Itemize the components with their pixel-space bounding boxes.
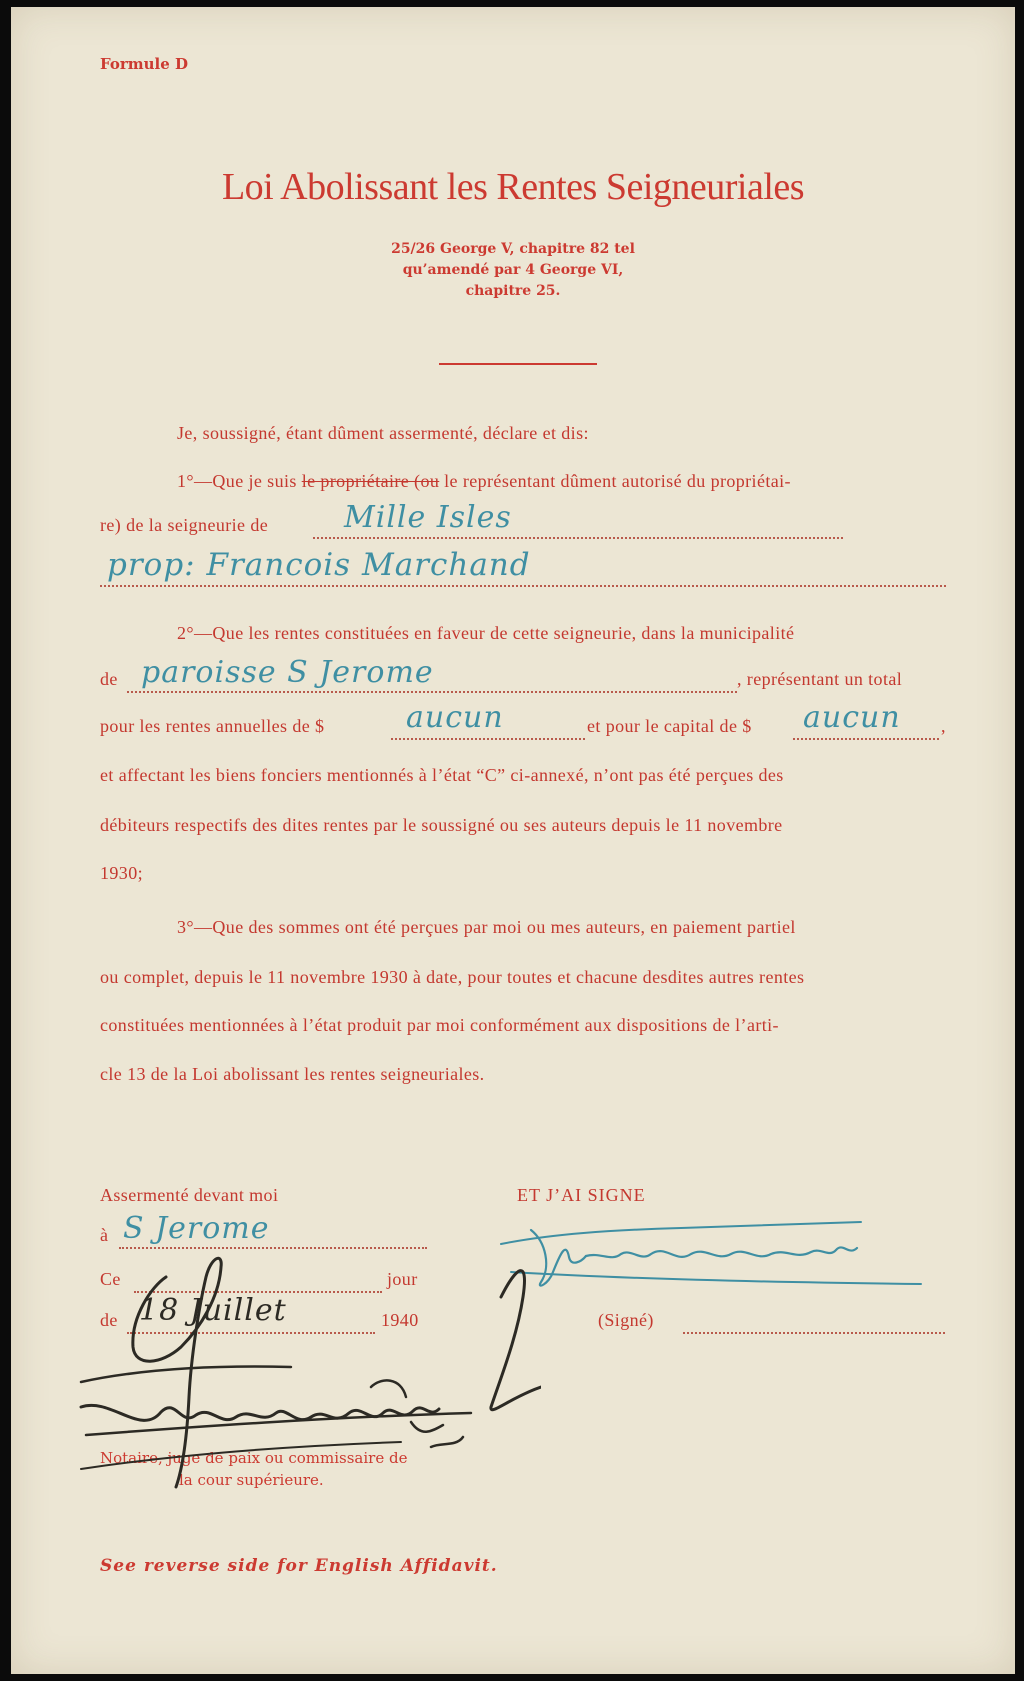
proprietor-signature — [491, 1212, 931, 1302]
english-affidavit-note: See reverse side for English Affidavit. — [100, 1556, 498, 1576]
statute-line: chapitre 25. — [465, 283, 561, 299]
annual-rent-field-line — [391, 738, 585, 740]
municipality-handwritten: paroisse S Jerome — [141, 655, 434, 690]
seigneurie-handwritten: Mille Isles — [344, 500, 512, 535]
month-handwritten: 18 Juillet — [139, 1293, 287, 1328]
proprietor-handwritten: prop: Francois Marchand — [107, 547, 531, 583]
statute-line: 25/26 George V, chapitre 82 tel — [391, 241, 635, 257]
place-handwritten: S Jerome — [123, 1211, 270, 1246]
notary-title-line-1: Notaire, juge de paix ou commissaire de — [100, 1449, 408, 1467]
notary-title-line-2: la cour supérieure. — [179, 1471, 324, 1489]
clause-1-rest: le représentant dûment autorisé du propriétai- — [444, 471, 791, 491]
form-label: Formule D — [100, 55, 188, 73]
sworn-a-label: à — [100, 1225, 109, 1245]
statute-reference — [11, 239, 1015, 302]
capital-field-line — [793, 738, 939, 740]
clause-2-line-1: 2°—Que les rentes constituées en faveur de cette seigneurie, dans la municipalité — [177, 623, 795, 643]
proprietor-field-line — [100, 585, 946, 587]
sworn-year: 1940 — [381, 1310, 419, 1330]
capital-handwritten: aucun — [803, 700, 901, 735]
sworn-heading: Assermenté devant moi — [100, 1185, 279, 1205]
sworn-de-label: de — [100, 1310, 118, 1330]
clause-2-line-2-end: , représentant un total — [737, 669, 903, 689]
affidavit-page — [11, 7, 1015, 1674]
title-divider — [439, 363, 597, 365]
statute-line: qu’amendé par 4 George VI, — [402, 262, 624, 278]
signature-field-line — [683, 1332, 945, 1334]
document-title: Loi Abolissant les Rentes Seigneuriales — [221, 166, 805, 208]
clause-3-line-1: 3°—Que des sommes ont été perçues par moi ou mes auteurs, en paiement partiel — [177, 917, 796, 937]
annual-rent-handwritten: aucun — [406, 700, 504, 735]
intro-statement: Je, soussigné, étant dûment assermenté, déclare et dis: — [177, 423, 589, 443]
clause-3-line-3: constituées mentionnées à l’état produit par moi conformément aux dispositions de l’arti- — [100, 1015, 779, 1035]
clause-3-line-4: cle 13 de la Loi abolissant les rentes seigneuriales. — [100, 1064, 485, 1084]
signed-heading: ET J’AI SIGNE — [517, 1185, 646, 1205]
clause-2-capital-label: et pour le capital de $ — [587, 716, 752, 736]
sworn-ce-label: Ce — [100, 1269, 121, 1289]
clause-3-line-2: ou complet, depuis le 11 novembre 1930 à date, pour toutes et chacune desdites autres rentes — [100, 967, 805, 987]
notary-signature — [71, 1237, 541, 1497]
clause-2-de: de — [100, 669, 118, 689]
clause-2-line-5: débiteurs respectifs des dites rentes par le soussigné ou ses auteurs depuis le 11 novembre — [100, 815, 783, 835]
clause-2-line-4: et affectant les biens fonciers mentionnés à l’état “C” ci-annexé, n’ont pas été perçues des — [100, 765, 784, 785]
clause-1-line-1 — [177, 471, 947, 492]
signed-label: (Signé) — [598, 1310, 654, 1330]
clause-1-line-2: re) de la seigneurie de — [100, 515, 269, 535]
clause-1-struck-text: le propriétaire (ou — [301, 471, 440, 491]
seigneurie-field-line — [313, 537, 843, 539]
clause-2-comma: , — [941, 716, 946, 736]
clause-2-line-6: 1930; — [100, 863, 144, 883]
municipality-field-line — [127, 691, 737, 693]
sworn-jour-label: jour — [387, 1269, 418, 1289]
clause-2-annual-label: pour les rentes annuelles de $ — [100, 716, 325, 736]
clause-1-prefix: 1°—Que je suis — [177, 471, 297, 491]
